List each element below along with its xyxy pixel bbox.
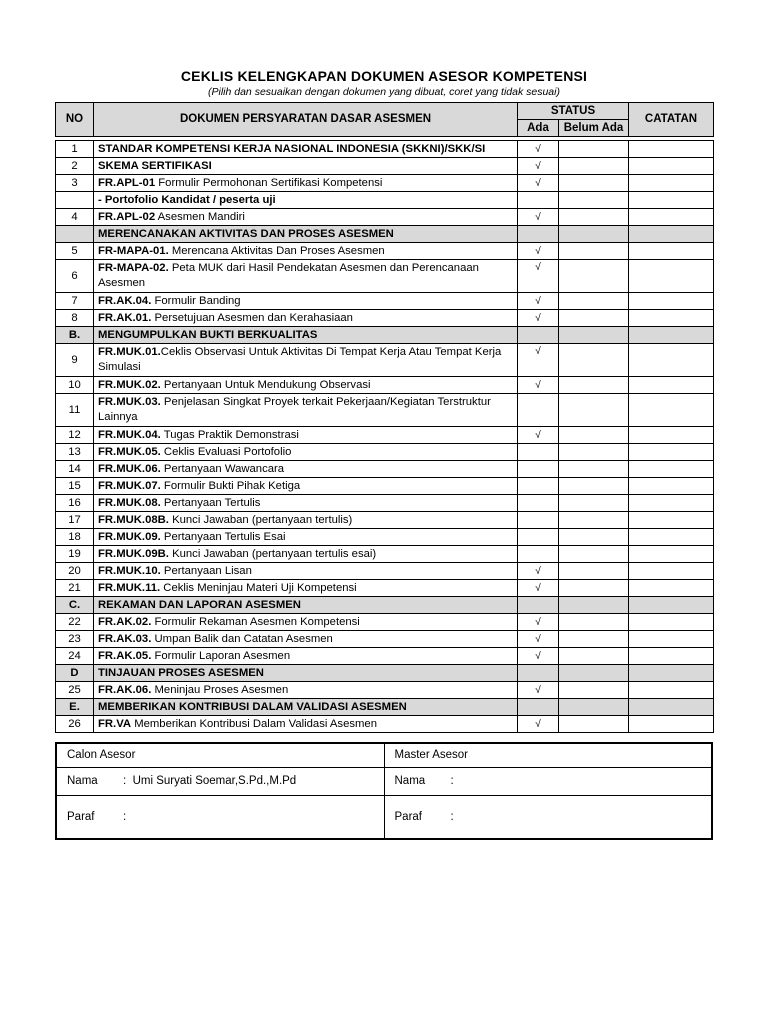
status-belum-ada-cell[interactable] <box>559 716 629 733</box>
document-code: FR.MUK.09. <box>98 530 161 543</box>
catatan-cell[interactable] <box>629 648 714 665</box>
status-ada-cell[interactable] <box>518 699 559 716</box>
document-desc: Formulir Laporan Asesmen <box>151 649 291 662</box>
document-desc: Kunci Jawaban (pertanyaan tertulis esai) <box>168 547 377 560</box>
document-code: FR.MUK.10. <box>98 564 161 577</box>
status-belum-ada-cell[interactable] <box>559 243 629 260</box>
status-belum-ada-cell[interactable] <box>559 427 629 444</box>
nama-label: Nama <box>394 775 426 787</box>
status-belum-ada-cell[interactable] <box>559 394 629 427</box>
document-name <box>94 495 518 512</box>
calon-asesor-label: Calon Asesor <box>56 743 384 767</box>
document-code: FR.MUK.08. <box>98 496 161 509</box>
catatan-cell[interactable] <box>629 716 714 733</box>
catatan-cell[interactable] <box>629 631 714 648</box>
status-belum-ada-cell[interactable] <box>559 665 629 682</box>
table-row <box>56 427 714 444</box>
document-name <box>94 344 518 377</box>
row-number: B. <box>56 327 94 344</box>
status-ada-cell[interactable] <box>518 444 559 461</box>
status-ada-cell[interactable]: √ <box>518 158 559 175</box>
status-ada-cell[interactable] <box>518 461 559 478</box>
catatan-cell[interactable] <box>629 699 714 716</box>
row-number <box>56 226 94 243</box>
row-number: 18 <box>56 529 94 546</box>
table-row <box>56 563 714 580</box>
document-code: FR-MAPA-02. <box>98 262 169 274</box>
status-ada-cell[interactable]: √ <box>518 310 559 327</box>
document-name <box>94 631 518 648</box>
section-row <box>56 597 714 614</box>
status-ada-cell[interactable] <box>518 327 559 344</box>
catatan-cell[interactable] <box>629 682 714 699</box>
document-desc: Umpan Balik dan Catatan Asesmen <box>151 632 333 645</box>
header-catatan: CATATAN <box>629 103 714 137</box>
document-desc: Formulir Permohonan Sertifikasi Kompetensi <box>155 176 383 189</box>
document-desc: Formulir Rekaman Asesmen Kompetensi <box>151 615 360 628</box>
table-row <box>56 243 714 260</box>
document-name <box>94 427 518 444</box>
calon-nama-value: Umi Suryati Soemar,S.Pd.,M.Pd <box>132 775 297 787</box>
document-desc: Pertanyaan Tertulis Esai <box>160 530 286 543</box>
table-row <box>56 175 714 192</box>
catatan-cell[interactable] <box>629 512 714 529</box>
header-no: NO <box>56 103 94 137</box>
status-ada-cell[interactable]: √ <box>518 716 559 733</box>
status-ada-cell[interactable] <box>518 495 559 512</box>
document-name <box>94 461 518 478</box>
document-code: FR.MUK.03. <box>98 396 161 408</box>
catatan-cell[interactable] <box>629 665 714 682</box>
catatan-cell[interactable] <box>629 394 714 427</box>
document-name <box>94 141 518 158</box>
table-row <box>56 461 714 478</box>
status-belum-ada-cell[interactable] <box>559 293 629 310</box>
row-number: 11 <box>56 394 94 427</box>
document-desc: Ceklis Observasi Untuk Aktivitas Di Tempat Kerja Atau Tempat Kerja Simulasi <box>98 346 502 373</box>
status-belum-ada-cell[interactable] <box>559 546 629 563</box>
document-name <box>94 478 518 495</box>
catatan-cell[interactable] <box>629 563 714 580</box>
catatan-cell[interactable] <box>629 192 714 209</box>
document-name <box>94 682 518 699</box>
row-number: 26 <box>56 716 94 733</box>
document-name <box>94 310 518 327</box>
catatan-cell[interactable] <box>629 478 714 495</box>
document-name <box>94 648 518 665</box>
document-code: FR.APL-02 <box>98 210 156 223</box>
row-number: 14 <box>56 461 94 478</box>
status-belum-ada-cell[interactable] <box>559 344 629 377</box>
section-row <box>56 699 714 716</box>
status-ada-cell[interactable]: √ <box>518 682 559 699</box>
master-asesor-label: Master Asesor <box>384 743 712 767</box>
status-ada-cell[interactable]: √ <box>518 614 559 631</box>
catatan-cell[interactable] <box>629 209 714 226</box>
row-number: 6 <box>56 260 94 293</box>
table-row <box>56 310 714 327</box>
document-name <box>94 209 518 226</box>
document-code: FR.MUK.02. <box>98 378 161 391</box>
colon: : <box>450 810 454 823</box>
document-name <box>94 716 518 733</box>
status-belum-ada-cell[interactable] <box>559 461 629 478</box>
row-number: 17 <box>56 512 94 529</box>
status-belum-ada-cell[interactable] <box>559 175 629 192</box>
colon: : <box>450 775 454 787</box>
calon-paraf-field[interactable] <box>56 795 384 839</box>
section-row <box>56 226 714 243</box>
document-desc: Formulir Banding <box>151 294 241 307</box>
table-row <box>56 209 714 226</box>
section-title: REKAMAN DAN LAPORAN ASESMEN <box>94 597 518 614</box>
row-number: 21 <box>56 580 94 597</box>
row-number: 2 <box>56 158 94 175</box>
status-belum-ada-cell[interactable] <box>559 226 629 243</box>
catatan-cell[interactable] <box>629 260 714 293</box>
table-row <box>56 260 714 293</box>
catatan-cell[interactable] <box>629 327 714 344</box>
document-code: FR.AK.04. <box>98 294 152 307</box>
status-ada-cell[interactable]: √ <box>518 427 559 444</box>
row-number: C. <box>56 597 94 614</box>
colon: : <box>123 775 127 787</box>
checklist-body <box>56 137 714 733</box>
table-row <box>56 293 714 310</box>
section-row <box>56 327 714 344</box>
document-desc: Pertanyaan Tertulis <box>160 496 261 509</box>
document-code: FR.APL-01 <box>98 176 156 189</box>
status-ada-cell[interactable] <box>518 529 559 546</box>
status-ada-cell[interactable] <box>518 512 559 529</box>
checklist-table <box>55 102 714 733</box>
row-number: 1 <box>56 141 94 158</box>
status-belum-ada-cell[interactable] <box>559 614 629 631</box>
status-ada-cell[interactable]: √ <box>518 141 559 158</box>
status-ada-cell[interactable]: √ <box>518 377 559 394</box>
document-code: FR.MUK.07. <box>98 479 161 492</box>
catatan-cell[interactable] <box>629 175 714 192</box>
catatan-cell[interactable] <box>629 243 714 260</box>
row-number: 20 <box>56 563 94 580</box>
document-code: FR.MUK.11. <box>98 581 161 594</box>
row-number: 4 <box>56 209 94 226</box>
status-ada-cell[interactable]: √ <box>518 631 559 648</box>
calon-nama-field[interactable] <box>56 767 384 795</box>
status-belum-ada-cell[interactable] <box>559 682 629 699</box>
document-desc: Pertanyaan Untuk Mendukung Observasi <box>160 378 371 391</box>
catatan-cell[interactable] <box>629 141 714 158</box>
catatan-cell[interactable] <box>629 580 714 597</box>
document-desc: Merencana Aktivitas Dan Proses Asesmen <box>168 244 385 257</box>
section-title: MENGUMPULKAN BUKTI BERKUALITAS <box>94 327 518 344</box>
document-code: FR.MUK.06. <box>98 462 161 475</box>
document-name <box>94 529 518 546</box>
document-name <box>94 394 518 427</box>
status-belum-ada-cell[interactable] <box>559 512 629 529</box>
document-name <box>94 243 518 260</box>
table-row <box>56 141 714 158</box>
row-number: 23 <box>56 631 94 648</box>
sub-item: - Portofolio Kandidat / peserta uji <box>94 192 518 209</box>
status-ada-cell[interactable] <box>518 394 559 427</box>
row-number: 24 <box>56 648 94 665</box>
section-title: MERENCANAKAN AKTIVITAS DAN PROSES ASESMEN <box>94 226 518 243</box>
signature-table <box>55 742 713 840</box>
document-desc: Meninjau Proses Asesmen <box>151 683 289 696</box>
status-belum-ada-cell[interactable] <box>559 192 629 209</box>
page-title: CEKLIS KELENGKAPAN DOKUMEN ASESOR KOMPETENSI <box>180 68 588 84</box>
status-ada-cell[interactable]: √ <box>518 648 559 665</box>
status-ada-cell[interactable]: √ <box>518 563 559 580</box>
row-number: 19 <box>56 546 94 563</box>
status-belum-ada-cell[interactable] <box>559 327 629 344</box>
master-nama-field[interactable] <box>384 767 712 795</box>
table-row <box>56 344 714 377</box>
status-belum-ada-cell[interactable] <box>559 444 629 461</box>
document-code: FR.MUK.08B. <box>98 513 169 526</box>
status-ada-cell[interactable]: √ <box>518 293 559 310</box>
table-row <box>56 682 714 699</box>
row-number: 10 <box>56 377 94 394</box>
row-number: 7 <box>56 293 94 310</box>
status-ada-cell[interactable]: √ <box>518 209 559 226</box>
document-code: FR.AK.05. <box>98 649 152 662</box>
table-row <box>56 478 714 495</box>
document-code: STANDAR KOMPETENSI KERJA NASIONAL INDONESIA (SKKNI)/SKK/SI <box>98 142 486 155</box>
section-title: TINJAUAN PROSES ASESMEN <box>94 665 518 682</box>
document-code: FR.AK.01. <box>98 311 152 324</box>
row-number: E. <box>56 699 94 716</box>
row-number: D <box>56 665 94 682</box>
document-desc: Kunci Jawaban (pertanyaan tertulis) <box>168 513 353 526</box>
status-ada-cell[interactable]: √ <box>518 175 559 192</box>
header-document: DOKUMEN PERSYARATAN DASAR ASESMEN <box>94 103 518 137</box>
status-belum-ada-cell[interactable] <box>559 478 629 495</box>
document-code: FR.MUK.01. <box>98 346 161 358</box>
document-desc: Memberikan Kontribusi Dalam Validasi Asesmen <box>131 717 377 730</box>
document-code: FR.VA <box>98 717 132 730</box>
status-ada-cell[interactable]: √ <box>518 260 559 293</box>
header-belum-ada: Belum Ada <box>559 120 629 137</box>
document-name <box>94 175 518 192</box>
master-paraf-field[interactable] <box>384 795 712 839</box>
catatan-cell[interactable] <box>629 614 714 631</box>
document-code: FR.AK.02. <box>98 615 152 628</box>
status-ada-cell[interactable] <box>518 665 559 682</box>
document-desc: Persetujuan Asesmen dan Kerahasiaan <box>151 311 353 324</box>
table-row <box>56 394 714 427</box>
status-belum-ada-cell[interactable] <box>559 597 629 614</box>
status-ada-cell[interactable] <box>518 192 559 209</box>
document-name <box>94 377 518 394</box>
status-belum-ada-cell[interactable] <box>559 158 629 175</box>
document-desc: Penjelasan Singkat Proyek terkait Pekerjaan/Kegiatan Terstruktur Lainnya <box>98 396 491 423</box>
document-code: FR.MUK.09B. <box>98 547 169 560</box>
header-ada: Ada <box>518 120 559 137</box>
table-row <box>56 546 714 563</box>
document-desc: Ceklis Evaluasi Portofolio <box>160 445 292 458</box>
catatan-cell[interactable] <box>629 377 714 394</box>
status-belum-ada-cell[interactable] <box>559 580 629 597</box>
document-name <box>94 563 518 580</box>
status-belum-ada-cell[interactable] <box>559 699 629 716</box>
catatan-cell[interactable] <box>629 461 714 478</box>
catatan-cell[interactable] <box>629 293 714 310</box>
header-status: STATUS <box>518 103 629 120</box>
row-number: 5 <box>56 243 94 260</box>
document-desc: Asesmen Mandiri <box>155 210 245 223</box>
catatan-cell[interactable] <box>629 158 714 175</box>
row-number: 16 <box>56 495 94 512</box>
catatan-cell[interactable] <box>629 226 714 243</box>
row-number: 15 <box>56 478 94 495</box>
catatan-cell[interactable] <box>629 495 714 512</box>
document-code: FR.AK.03. <box>98 632 152 645</box>
table-row <box>56 444 714 461</box>
catatan-cell[interactable] <box>629 427 714 444</box>
document-desc: Ceklis Meninjau Materi Uji Kompetensi <box>160 581 357 594</box>
catatan-cell[interactable] <box>629 529 714 546</box>
table-row <box>56 648 714 665</box>
table-row <box>56 377 714 394</box>
status-belum-ada-cell[interactable] <box>559 631 629 648</box>
status-belum-ada-cell[interactable] <box>559 310 629 327</box>
row-number: 9 <box>56 344 94 377</box>
catatan-cell[interactable] <box>629 310 714 327</box>
status-belum-ada-cell[interactable] <box>559 209 629 226</box>
table-row <box>56 580 714 597</box>
row-number: 12 <box>56 427 94 444</box>
status-belum-ada-cell[interactable] <box>559 377 629 394</box>
document-desc: Pertanyaan Lisan <box>160 564 252 577</box>
row-number: 25 <box>56 682 94 699</box>
document-name <box>94 444 518 461</box>
document-name <box>94 260 518 293</box>
status-belum-ada-cell[interactable] <box>559 529 629 546</box>
document-code: FR.AK.06. <box>98 683 152 696</box>
document-code: FR-MAPA-01. <box>98 244 169 257</box>
document-code: FR.MUK.04. <box>98 428 161 441</box>
nama-label: Nama <box>67 775 98 787</box>
document-desc: Peta MUK dari Hasil Pendekatan Asesmen dan Perencanaan Asesmen <box>98 262 479 289</box>
catatan-cell[interactable] <box>629 597 714 614</box>
table-row <box>56 529 714 546</box>
status-belum-ada-cell[interactable] <box>559 141 629 158</box>
paraf-label: Paraf <box>394 810 422 823</box>
document-code: SKEMA SERTIFIKASI <box>98 159 212 172</box>
table-row <box>56 158 714 175</box>
document-name <box>94 158 518 175</box>
status-belum-ada-cell[interactable] <box>559 260 629 293</box>
status-belum-ada-cell[interactable] <box>559 495 629 512</box>
row-number <box>56 192 94 209</box>
document-name <box>94 293 518 310</box>
catatan-cell[interactable] <box>629 344 714 377</box>
row-number: 3 <box>56 175 94 192</box>
document-desc: Pertanyaan Wawancara <box>160 462 285 475</box>
document-code: FR.MUK.05. <box>98 445 161 458</box>
table-row <box>56 512 714 529</box>
section-title: MEMBERIKAN KONTRIBUSI DALAM VALIDASI ASESMEN <box>94 699 518 716</box>
status-ada-cell[interactable] <box>518 546 559 563</box>
page-subtitle: (Pilih dan sesuaikan dengan dokumen yang dibuat, coret yang tidak sesuai) <box>208 86 560 98</box>
document-desc: Tugas Praktik Demonstrasi <box>160 428 299 441</box>
document-name <box>94 512 518 529</box>
row-number: 22 <box>56 614 94 631</box>
catatan-cell[interactable] <box>629 444 714 461</box>
catatan-cell[interactable] <box>629 546 714 563</box>
status-ada-cell[interactable]: √ <box>518 580 559 597</box>
table-row <box>56 716 714 733</box>
table-row <box>56 192 714 209</box>
status-belum-ada-cell[interactable] <box>559 563 629 580</box>
document-name <box>94 614 518 631</box>
table-row <box>56 614 714 631</box>
document-desc: Formulir Bukti Pihak Ketiga <box>160 479 301 492</box>
row-number: 8 <box>56 310 94 327</box>
document-name <box>94 580 518 597</box>
status-belum-ada-cell[interactable] <box>559 648 629 665</box>
table-row <box>56 495 714 512</box>
status-ada-cell[interactable]: √ <box>518 344 559 377</box>
status-ada-cell[interactable] <box>518 597 559 614</box>
row-number: 13 <box>56 444 94 461</box>
table-row <box>56 631 714 648</box>
status-ada-cell[interactable] <box>518 478 559 495</box>
document-name <box>94 546 518 563</box>
status-ada-cell[interactable] <box>518 226 559 243</box>
section-row <box>56 665 714 682</box>
colon: : <box>123 810 127 823</box>
paraf-label: Paraf <box>67 810 95 823</box>
status-ada-cell[interactable]: √ <box>518 243 559 260</box>
